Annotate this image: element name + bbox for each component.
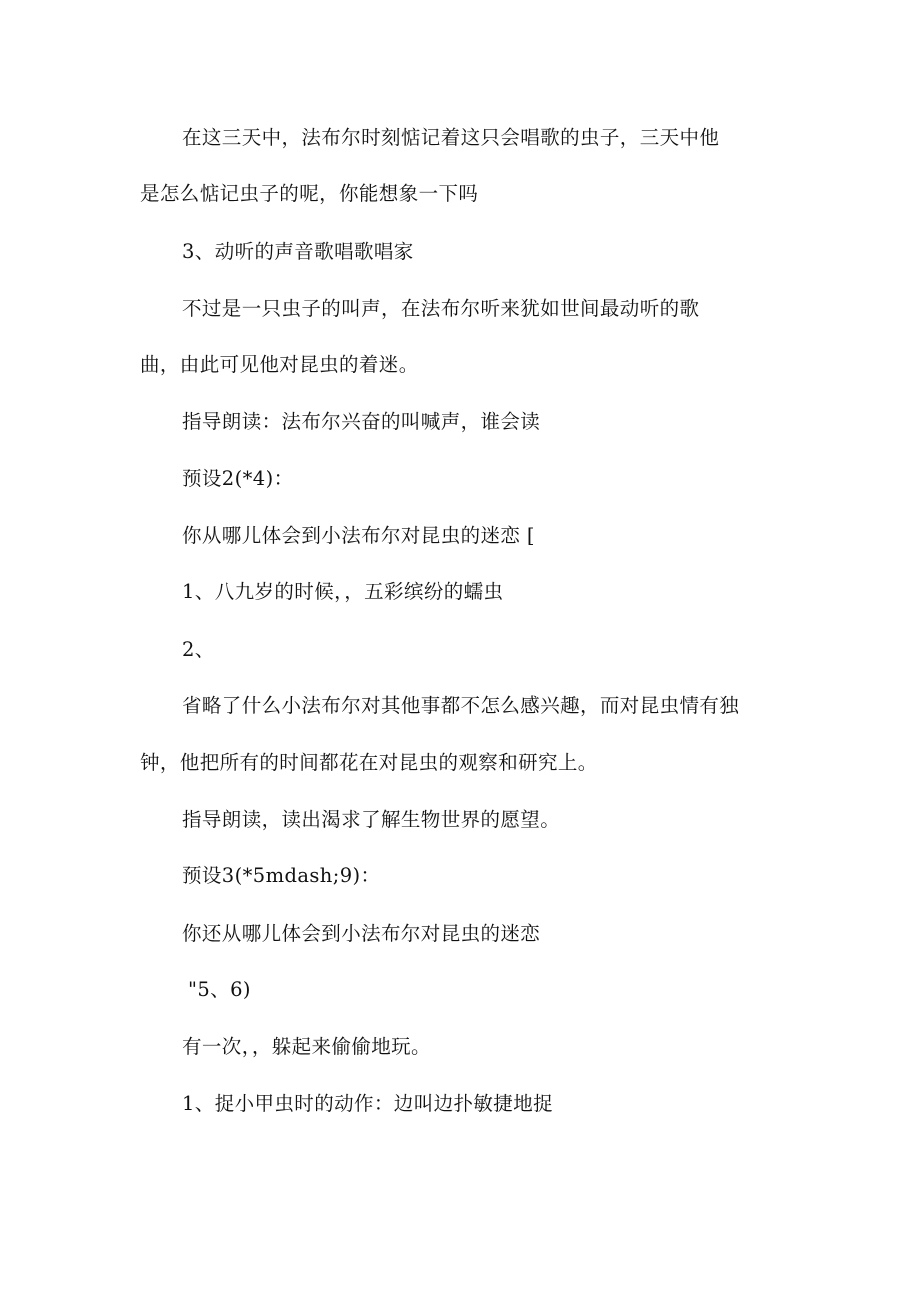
paragraph-line-5: 曲，由此可见他对昆虫的着迷。	[140, 353, 419, 376]
paragraph-line-14: 预设3(*5mdash;9)：	[182, 864, 381, 887]
paragraph-line-11: 省略了什么小法布尔对其他事都不怎么感兴趣，而对昆虫情有独	[182, 694, 740, 717]
paragraph-line-9: 1、八九岁的时候，，五彩缤纷的蠕虫	[182, 580, 504, 603]
paragraph-line-18: 1、捉小甲虫时的动作：边叫边扑敏捷地捉	[182, 1092, 554, 1115]
paragraph-line-10: 2、	[182, 638, 215, 661]
paragraph-line-3: 3、动听的声音歌唱歌唱家	[182, 240, 414, 263]
paragraph-line-12: 钟，他把所有的时间都花在对昆虫的观察和研究上。	[140, 751, 598, 774]
paragraph-line-13: 指导朗读，读出渴求了解生物世界的愿望。	[182, 808, 561, 831]
paragraph-line-4: 不过是一只虫子的叫声，在法布尔听来犹如世间最动听的歌	[182, 297, 700, 320]
paragraph-line-2: 是怎么惦记虫子的呢，你能想象一下吗	[140, 182, 479, 205]
paragraph-line-15: 你还从哪儿体会到小法布尔对昆虫的迷恋	[182, 922, 541, 945]
paragraph-line-6: 指导朗读：法布尔兴奋的叫喊声，谁会读	[182, 410, 541, 433]
paragraph-line-17: 有一次，，躲起来偷偷地玩。	[182, 1035, 431, 1058]
paragraph-line-7: 预设2(*4)：	[182, 467, 294, 490]
paragraph-line-1: 在这三天中，法布尔时刻惦记着这只会唱歌的虫子，三天中他	[182, 126, 720, 149]
paragraph-line-16: "5、6)	[188, 978, 251, 1001]
paragraph-line-8: 你从哪儿体会到小法布尔对昆虫的迷恋 [	[182, 524, 535, 547]
